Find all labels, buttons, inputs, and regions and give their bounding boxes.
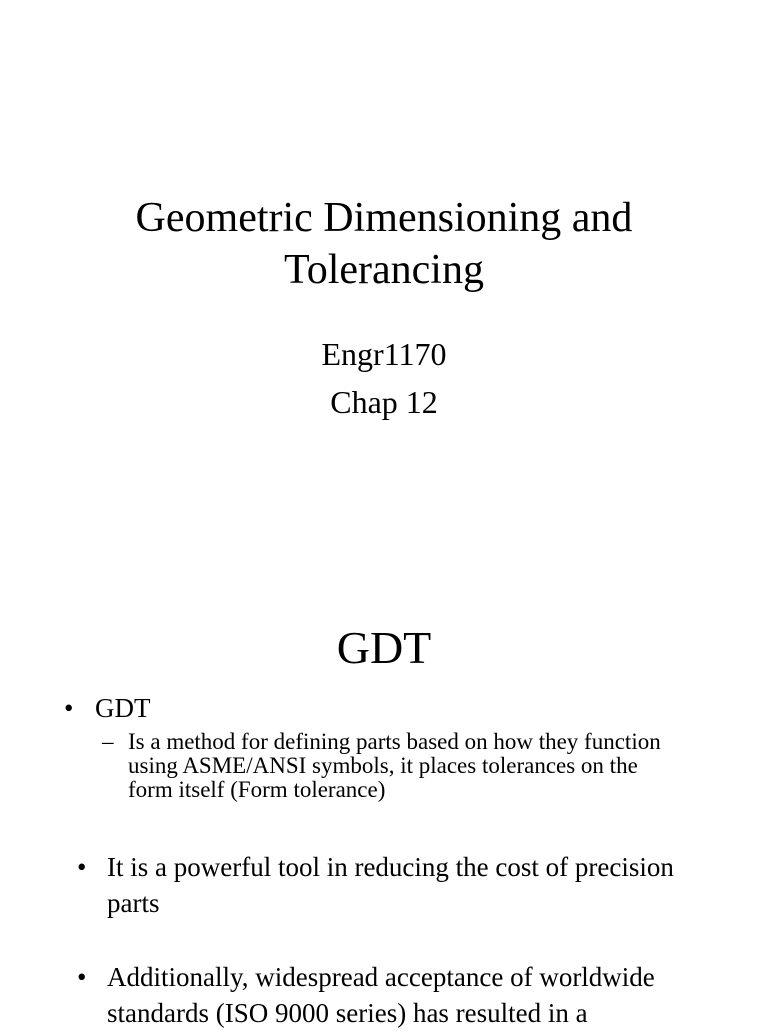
course-code: Engr1170: [321, 336, 447, 372]
bullet-text: It is a powerful tool in reducing the cost of precision parts: [107, 852, 674, 918]
gdt-slide-title: GDT: [336, 622, 432, 673]
bullet-text: Additionally, widespread acceptance of worldwide standards (ISO 9000 series) has resulted in a: [107, 962, 655, 1028]
title-line-1: Geometric Dimensioning and: [135, 195, 633, 241]
bullet-text: GDT: [95, 693, 151, 723]
chapter-label: Chap 12: [330, 384, 438, 420]
slide-title-heading: [0, 192, 768, 296]
sub-bullet-dash: –: [102, 729, 114, 754]
bullet-dot: •: [64, 693, 74, 723]
slide-gdt: [0, 580, 768, 1028]
bullet-dot: •: [77, 962, 87, 992]
bullet-item: [77, 849, 677, 921]
sub-bullet-item: [102, 730, 662, 802]
bullet-item: [77, 959, 757, 1031]
bullet-item: [64, 690, 151, 726]
title-line-2: Tolerancing: [284, 247, 484, 293]
bullet-dot: •: [77, 852, 87, 882]
sub-bullet-text: Is a method for defining parts based on how they function using ASME/ANSI symbols, it places tolerances on the form itself (Form tolerance): [128, 729, 661, 802]
